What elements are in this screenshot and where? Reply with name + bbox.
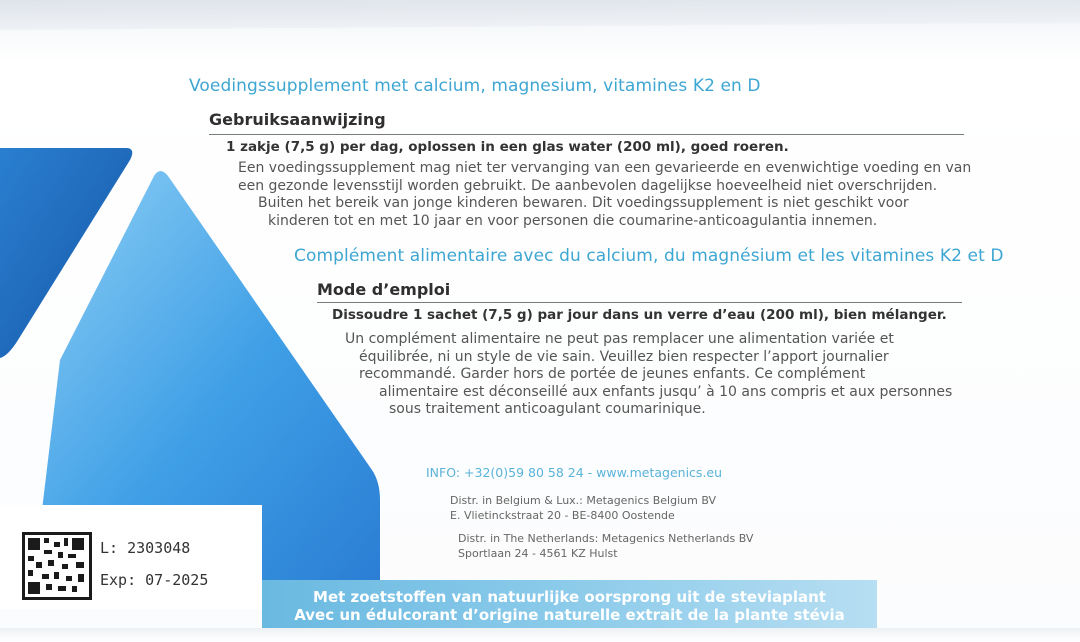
distributor-netherlands	[458, 531, 753, 561]
lot-number: L: 2303048	[100, 539, 191, 557]
nl-heading: Voedingssupplement met calcium, magnesium, vitamines K2 en D	[189, 76, 761, 96]
nl-instruction: 1 zakje (7,5 g) per dag, oplossen in een glas water (200 ml), goed roeren.	[226, 139, 789, 155]
nl-warning-line: Een voedingssupplement mag niet ter vervanging van een gevarieerde en evenwichtige voeding en van	[238, 160, 972, 176]
nl-warning-line: Buiten het bereik van jonge kinderen bewaren. Dit voedingssupplement is niet geschikt voor	[258, 195, 909, 211]
fr-warning-line: Un complément alimentaire ne peut pas remplacer une alimentation variée et	[345, 331, 894, 347]
banner-text-nl: Met zoetstoffen van natuurlijke oorsprong uit de steviaplant	[313, 588, 826, 606]
nl-warning-line: een gezonde levensstijl worden gebruikt. De aanbevolen dagelijkse hoeveelheid niet overschrijden.	[238, 177, 938, 194]
nl-divider	[209, 134, 964, 135]
expiry-date: Exp: 07-2025	[100, 571, 209, 589]
fr-warning-line: équilibrée, ni un style de vie sain. Veuillez bien respecter l’apport journalier	[359, 348, 889, 365]
distributor-line: Distr. in Belgium & Lux.: Metagenics Belgium BV	[450, 494, 717, 507]
fr-warning-line: recommandé. Garder hors de portée de jeunes enfants. Ce complément	[359, 366, 866, 382]
fr-instruction: Dissoudre 1 sachet (7,5 g) par jour dans un verre d’eau (200 ml), bien mélanger.	[332, 307, 947, 323]
distributor-belgium	[450, 493, 716, 523]
fr-warning-line: sous traitement anticoagulant coumarinique.	[389, 401, 706, 417]
distributor-line: Distr. in The Netherlands: Metagenics Netherlands BV	[458, 532, 754, 545]
contact-info: INFO: +32(0)59 80 58 24 - www.metagenics.eu	[426, 465, 723, 480]
fr-divider	[317, 302, 962, 303]
fr-heading: Complément alimentaire avec du calcium, du magnésium et les vitamines K2 et D	[294, 246, 1004, 266]
banner-text-fr: Avec un édulcorant d’origine naturelle extrait de la plante stévia	[294, 606, 845, 624]
nl-warning-line: kinderen tot en met 10 jaar en voor personen die coumarine-anticoagulantia innemen.	[268, 212, 878, 229]
distributor-line: E. Vlietinckstraat 20 - BE-8400 Oostende	[450, 509, 675, 522]
distributor-line: Sportlaan 24 - 4561 KZ Hulst	[458, 547, 618, 560]
datamatrix-code	[22, 532, 92, 600]
nl-usage-title: Gebruiksaanwijzing	[209, 110, 386, 129]
package-bottom-edge	[0, 628, 1080, 642]
fr-warning-text	[345, 331, 952, 419]
fr-usage-title: Mode d’emploi	[317, 280, 451, 299]
fr-warning-line: alimentaire est déconseillé aux enfants jusqu’ à 10 ans compris et aux personnes	[379, 383, 953, 400]
nl-warning-text	[238, 160, 971, 230]
